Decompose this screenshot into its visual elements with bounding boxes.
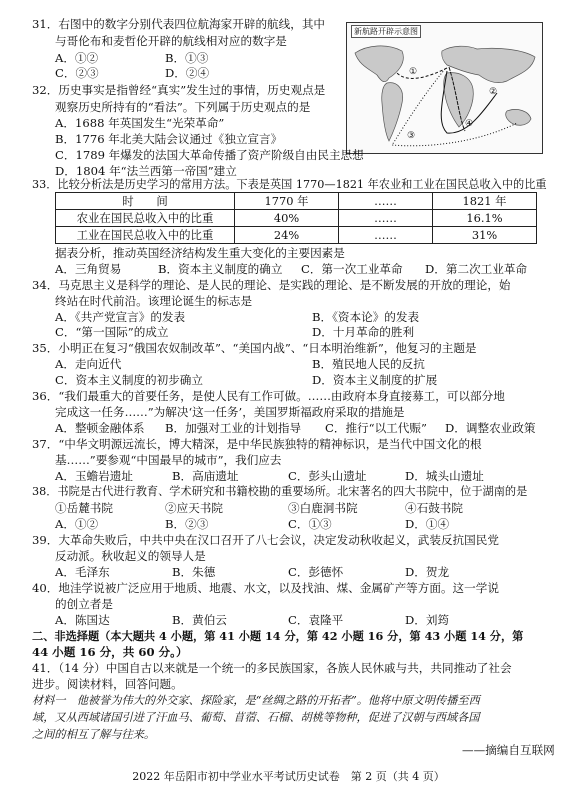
table-cell: 31% <box>433 227 537 244</box>
table-cell: 农业在国民总收入中的比重 <box>56 210 235 227</box>
q39-option-a: A．毛泽东 <box>55 565 110 579</box>
q38-item-3: ③白鹿洞书院 <box>288 501 358 515</box>
q31-option-d: D．②④ <box>165 66 210 80</box>
table-header-cell: 时 间 <box>56 193 235 210</box>
q32-stem-line1: 32．历史事实是指曾经“真实”发生过的事情，历史观点是 <box>32 83 326 97</box>
q34-stem-line2: 终站在时代前沿。该理论诞生的标志是 <box>55 294 253 308</box>
q38-option-a: A．①② <box>55 517 99 531</box>
q34-option-b: B．《资本论》的发表 <box>312 310 420 324</box>
world-map-graphic <box>347 23 542 153</box>
q40-stem-line1: 40．地洼学说被广泛应用于地质、地震、水文，以及找油、煤、金属矿产等方面。这一学说 <box>32 581 499 595</box>
q40-stem-line2: 的创立者是 <box>55 597 113 611</box>
q39-option-b: B．朱德 <box>172 565 216 579</box>
q39-stem-line2: 反动派。秋收起义的领导人是 <box>55 549 206 563</box>
q37-option-c: C．彭头山遗址 <box>288 469 367 483</box>
table-cell: 工业在国民总收入中的比重 <box>56 227 235 244</box>
q31-option-b: B．①③ <box>165 51 209 65</box>
q37-option-b: B．高庙遗址 <box>172 469 239 483</box>
table-header-cell: 1770 年 <box>235 193 339 210</box>
q35-stem-line1: 35．小明正在复习“俄国农奴制改革”、“美国内战”、“日本明治维新”，他复习的主题是 <box>32 341 477 355</box>
q41-source: ——摘编自互联网 <box>462 743 555 757</box>
q38-item-4: ④石鼓书院 <box>405 501 463 515</box>
q36-stem-line1: 36．“我们最重大的首要任务，是使人民有工作可做。……由政府本身直接募工，可以部分地 <box>32 389 505 403</box>
page-footer: 2022 年岳阳市初中学业水平考试历史试卷 第 2 页（共 4 页） <box>132 770 445 783</box>
q33-stem-line1: 33．比较分析法是历史学习的常用方法。下表是英国 1770—1821 年农业和工业在国民总收入中的比重 <box>32 178 547 191</box>
q37-option-d: D．城头山遗址 <box>405 469 484 483</box>
q38-option-c: C．①③ <box>288 517 332 531</box>
q35-option-c: C．资本主义制度的初步确立 <box>55 373 203 387</box>
q33-option-b: B．资本主义制度的确立 <box>158 262 283 276</box>
q40-option-c: C．袁隆平 <box>288 613 344 627</box>
q40-option-d: D．刘筠 <box>405 613 450 627</box>
q36-option-a: A．整顿金融体系 <box>55 421 145 435</box>
new-sea-routes-map <box>346 22 543 154</box>
q35-option-d: D．资本主义制度的扩展 <box>312 373 438 387</box>
map-title: 新航路开辟示意图 <box>351 25 421 38</box>
q32-stem-line2: 观察历史所持有的“看法”。下列属于历史观点的是 <box>55 100 311 114</box>
q41-material1-line2: 域，又从西域诸国引进了汗血马、葡萄、苜蓿、石榴、胡桃等物种，促进了汉朝与西域各国 <box>32 711 480 724</box>
q34-option-a: A．《共产党宣言》的发表 <box>55 310 186 324</box>
q37-stem-line2: 基……”要参观“中国最早的城市”，我们应去 <box>55 453 282 467</box>
table-cell: 40% <box>235 210 339 227</box>
q41-stem-line1: 41．（14 分）中国自古以来就是一个统一的多民族国家，各族人民休戚与共，共同推动了社会 <box>32 661 512 675</box>
q38-option-d: D．①④ <box>405 517 450 531</box>
map-label-1: ① <box>409 67 418 77</box>
q35-option-b: B．殖民地人民的反抗 <box>312 357 425 371</box>
section2-heading-line1: 二、非选择题（本大题共 4 小题，第 41 小题 14 分，第 42 小题 16 分，第 43 小题 14 分，第 <box>32 629 524 643</box>
q38-item-2: ②应天书院 <box>165 501 223 515</box>
q40-option-b: B．黄伯云 <box>172 613 227 627</box>
section2-heading-line2: 44 小题 16 分，共 60 分。） <box>32 645 188 659</box>
q34-stem-line1: 34．马克思主义是科学的理论、是人民的理论、是实践的理论、是不断发展的开放的理论，始 <box>32 278 511 292</box>
map-label-3: ③ <box>407 131 416 141</box>
q39-option-d: D．贺龙 <box>405 565 450 579</box>
q32-option-c: C．1789 年爆发的法国大革命传播了资产阶级自由民主思想 <box>55 148 364 162</box>
q37-option-a: A．玉蟾岩遗址 <box>55 469 133 483</box>
q33-stem-line2: 据表分析，推动英国经济结构发生重大变化的主要因素是 <box>55 246 345 260</box>
q41-stem-line2: 进步。阅读材料，回答问题。 <box>32 677 183 691</box>
q36-option-b: B．加强对工业的计划指导 <box>165 421 302 435</box>
table-header-row <box>56 193 537 210</box>
q33-option-c: C．第一次工业革命 <box>301 262 403 276</box>
q38-item-1: ①岳麓书院 <box>55 501 113 515</box>
q34-option-c: C．“第一国际”的成立 <box>55 325 169 339</box>
q33-option-d: D．第二次工业革命 <box>425 262 528 276</box>
q37-stem-line1: 37．“中华文明源远流长，博大精深，是中华民族独特的精神标识，是当代中国文化的根 <box>32 437 482 451</box>
table-cell: …… <box>339 227 433 244</box>
q33-table <box>55 192 537 244</box>
table-row <box>56 227 537 244</box>
q41-material1-line3: 之间的相互了解与往来。 <box>32 728 156 741</box>
table-header-cell: …… <box>339 193 433 210</box>
q39-stem-line1: 39．大革命失败后，中共中央在汉口召开了八七会议，决定发动秋收起义，武装反抗国民党 <box>32 533 499 547</box>
q34-option-d: D．十月革命的胜利 <box>312 325 415 339</box>
q39-option-c: C．彭德怀 <box>288 565 344 579</box>
q38-stem-line1: 38．书院是古代进行教育、学术研究和书籍校勘的重要场所。北宋著名的四大书院中，位于湖南的是 <box>32 485 528 498</box>
table-cell: 16.1% <box>433 210 537 227</box>
table-row <box>56 210 537 227</box>
q40-option-a: A．陈国达 <box>55 613 110 627</box>
q31-stem-line1: 31．右图中的数字分别代表四位航海家开辟的航线，其中 <box>32 17 326 31</box>
q41-material1-line1: 材料一 他被誉为伟大的外交家、探险家，是“丝绸之路的开拓者”。他将中原文明传播至西 <box>32 694 480 707</box>
table-cell: …… <box>339 210 433 227</box>
q32-option-a: A．1688 年英国发生“光荣革命” <box>55 116 225 130</box>
table-cell: 24% <box>235 227 339 244</box>
q36-option-d: D．调整农业政策 <box>445 421 536 435</box>
table-header-cell: 1821 年 <box>433 193 537 210</box>
q31-stem-line2: 与哥伦布和麦哲伦开辟的航线相对应的数字是 <box>55 34 287 48</box>
q36-stem-line2: 完成这一任务……”为解决‘这一任务’，美国罗斯福政府采取的措施是 <box>55 405 405 419</box>
q36-option-c: C．推行“以工代赈” <box>325 421 427 435</box>
map-label-2: ② <box>489 87 498 97</box>
q32-option-b: B．1776 年北美大陆会议通过《独立宣言》 <box>55 132 283 146</box>
map-label-4: ④ <box>465 119 474 129</box>
q35-option-a: A．走向近代 <box>55 357 122 371</box>
q31-option-a: A．①② <box>55 51 99 65</box>
q32-option-d: D．1804 年“法兰西第一帝国”建立 <box>55 164 237 178</box>
q31-option-c: C．②③ <box>55 66 99 80</box>
q33-option-a: A．三角贸易 <box>55 262 122 276</box>
q38-option-b: B．②③ <box>165 517 209 531</box>
